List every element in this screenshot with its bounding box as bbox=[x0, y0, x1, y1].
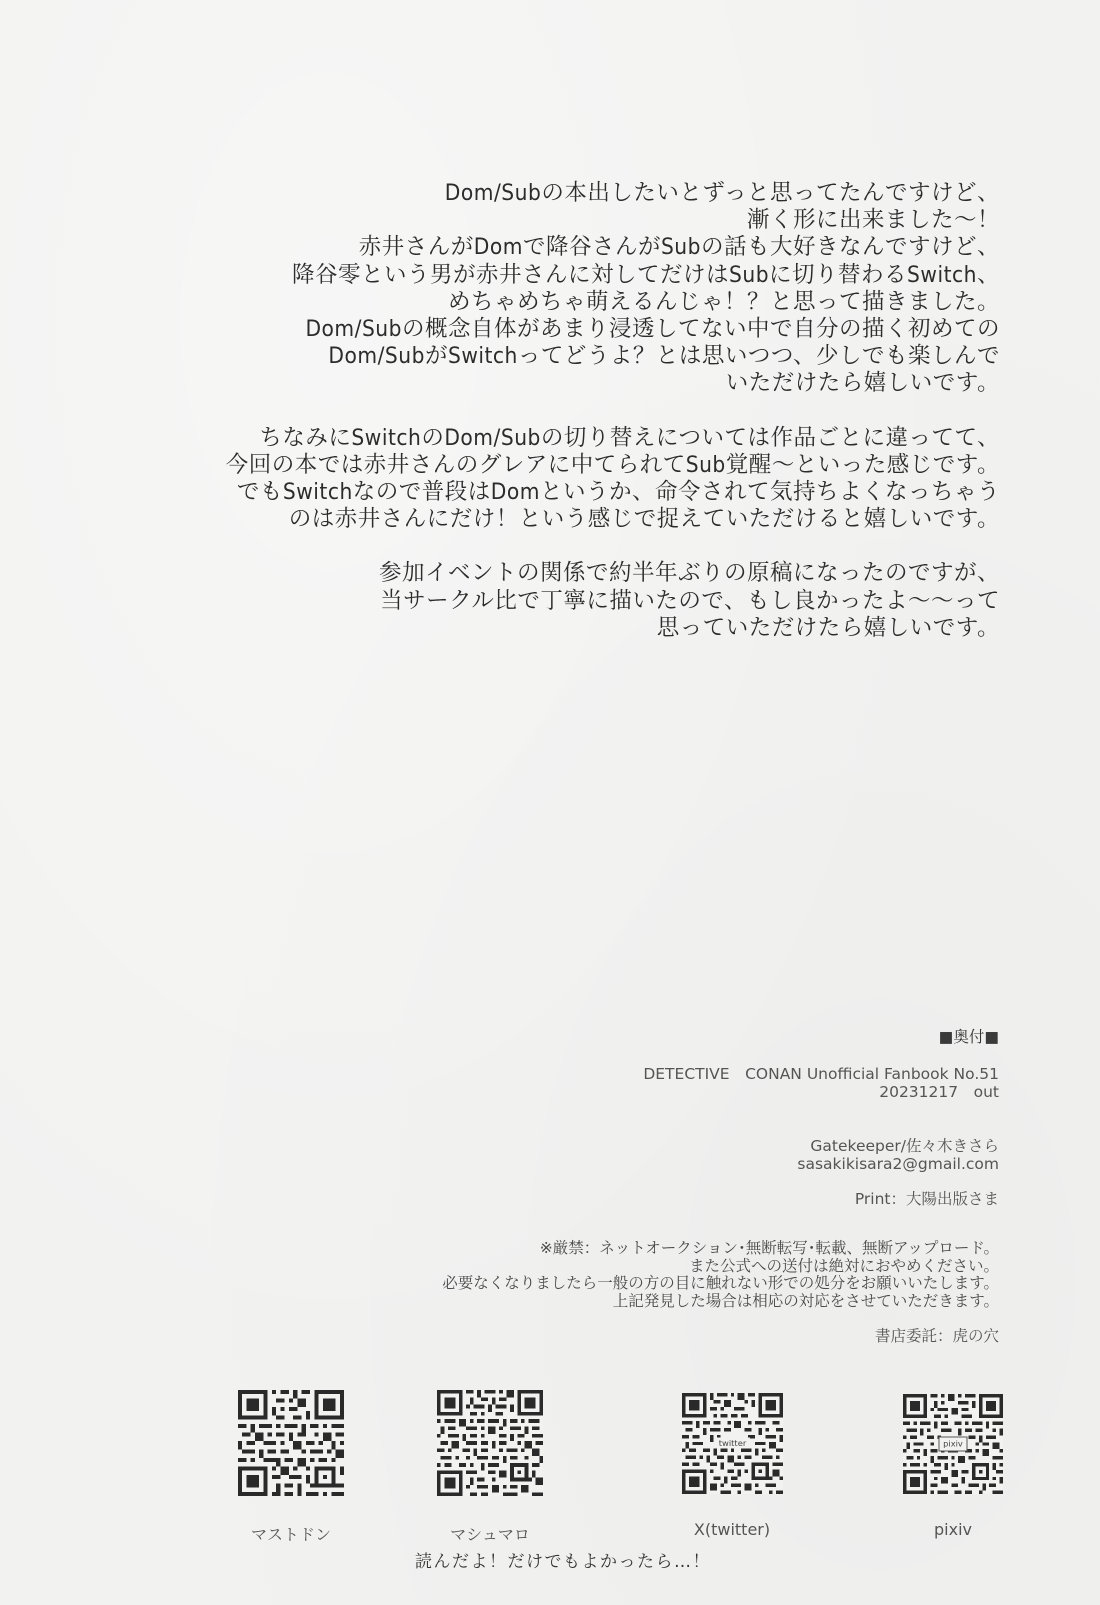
qr-mastodon[interactable] bbox=[221, 1390, 361, 1545]
afterword-line: 参加イベントの関係で約半年ぶりの原稿になったのですが、 bbox=[378, 560, 1000, 587]
qr-code-icon bbox=[238, 1390, 344, 1496]
afterword-paragraph-1 bbox=[140, 180, 1000, 398]
afterword-paragraph-2 bbox=[140, 425, 1000, 534]
afterword-line: Dom/Subの概念自体があまり浸透してない中で自分の描く初めての bbox=[305, 316, 1000, 343]
afterword bbox=[140, 180, 1000, 669]
printer: Print：大陽出版さま bbox=[854, 1190, 999, 1208]
afterword-line: 当サークル比で丁寧に描いたので、もし良かったよ～～って bbox=[380, 587, 1000, 614]
afterword-line: 降谷零という男が赤井さんに対してだけはSubに切り替わるSwitch、 bbox=[292, 261, 1000, 288]
square-marker-icon: ■ bbox=[984, 1028, 999, 1046]
afterword-line: いただけたら嬉しいです。 bbox=[725, 370, 1000, 397]
afterword-line: 赤井さんがDomで降谷さんがSubの話も大好きなんですけど、 bbox=[358, 234, 1000, 261]
qr-label: マストドン bbox=[250, 1525, 331, 1544]
afterword-line: でもSwitchなので普段はDomというか、命令されて気持ちよくなっちゃう bbox=[236, 479, 1000, 506]
closing-message: 読んだよ！だけでもよかったら…！ bbox=[415, 1552, 711, 1572]
notice-line: 必要なくなりましたら一般の方の目に触れない形での処分をお願いいたします。 bbox=[442, 1274, 999, 1292]
afterword-line: 今回の本では赤井さんのグレアに中てられてSub覚醒～といった感じです。 bbox=[225, 451, 1000, 478]
afterword-line: のは赤井さんにだけ！という感じで捉えていただけると嬉しいです。 bbox=[288, 506, 1000, 533]
circle-author: Gatekeeper/佐々木きさら bbox=[810, 1137, 999, 1155]
afterword-line: Dom/Subの本出したいとずっと思ってたんですけど、 bbox=[444, 180, 1000, 206]
qr-label: マシュマロ bbox=[450, 1525, 530, 1544]
qr-label: X(twitter) bbox=[693, 1520, 771, 1539]
afterword-line: 思っていただけたら嬉しいです。 bbox=[656, 614, 1000, 641]
qr-code-icon bbox=[903, 1394, 1003, 1494]
colophon bbox=[299, 1028, 999, 1345]
qr-code-row bbox=[0, 1390, 1100, 1544]
colophon-heading-text: 奥付 bbox=[953, 1028, 985, 1046]
qr-center-text: pixiv bbox=[943, 1438, 963, 1449]
afterword-line: Dom/SubがSwitchってどうよ？とは思いつつ、少しでも楽しんで bbox=[328, 343, 1000, 370]
book-title: DETECTIVE CONAN Unofficial Fanbook No.51 bbox=[643, 1065, 999, 1083]
qr-marshmallow[interactable] bbox=[420, 1390, 560, 1545]
afterword-paragraph-3 bbox=[140, 560, 1000, 642]
notice-line: また公式への送付は絶対におやめください。 bbox=[688, 1256, 999, 1275]
qr-center-text: twitter bbox=[718, 1437, 746, 1448]
qr-code-icon bbox=[437, 1390, 543, 1496]
release-date: 20231217 out bbox=[879, 1083, 999, 1101]
notice-line: 上記発見した場合は相応の対応をさせていただきます。 bbox=[612, 1291, 999, 1310]
afterword-line: ちなみにSwitchのDom/Subの切り替えについては作品ごとに違ってて、 bbox=[259, 424, 1000, 451]
qr-label: pixiv bbox=[934, 1520, 972, 1539]
qr-x-twitter[interactable] bbox=[662, 1390, 802, 1539]
notice-line: ※厳禁：ネットオークション･無断転写･転載、無断アップロード。 bbox=[539, 1239, 999, 1257]
afterword-line: 漸く形に出来ました～！ bbox=[746, 207, 1000, 234]
colophon-heading bbox=[299, 1028, 999, 1046]
contact-email: sasakikisara2@gmail.com bbox=[797, 1155, 999, 1173]
prohibition-notice bbox=[299, 1240, 999, 1310]
square-marker-icon: ■ bbox=[938, 1028, 954, 1046]
afterword-line: めちゃめちゃ萌えるんじゃ！？と思って描きました。 bbox=[447, 288, 1000, 315]
qr-pixiv[interactable] bbox=[883, 1390, 1023, 1539]
qr-code-icon bbox=[682, 1393, 783, 1494]
bookstore-consignment: 書店委託：虎の穴 bbox=[874, 1327, 999, 1345]
